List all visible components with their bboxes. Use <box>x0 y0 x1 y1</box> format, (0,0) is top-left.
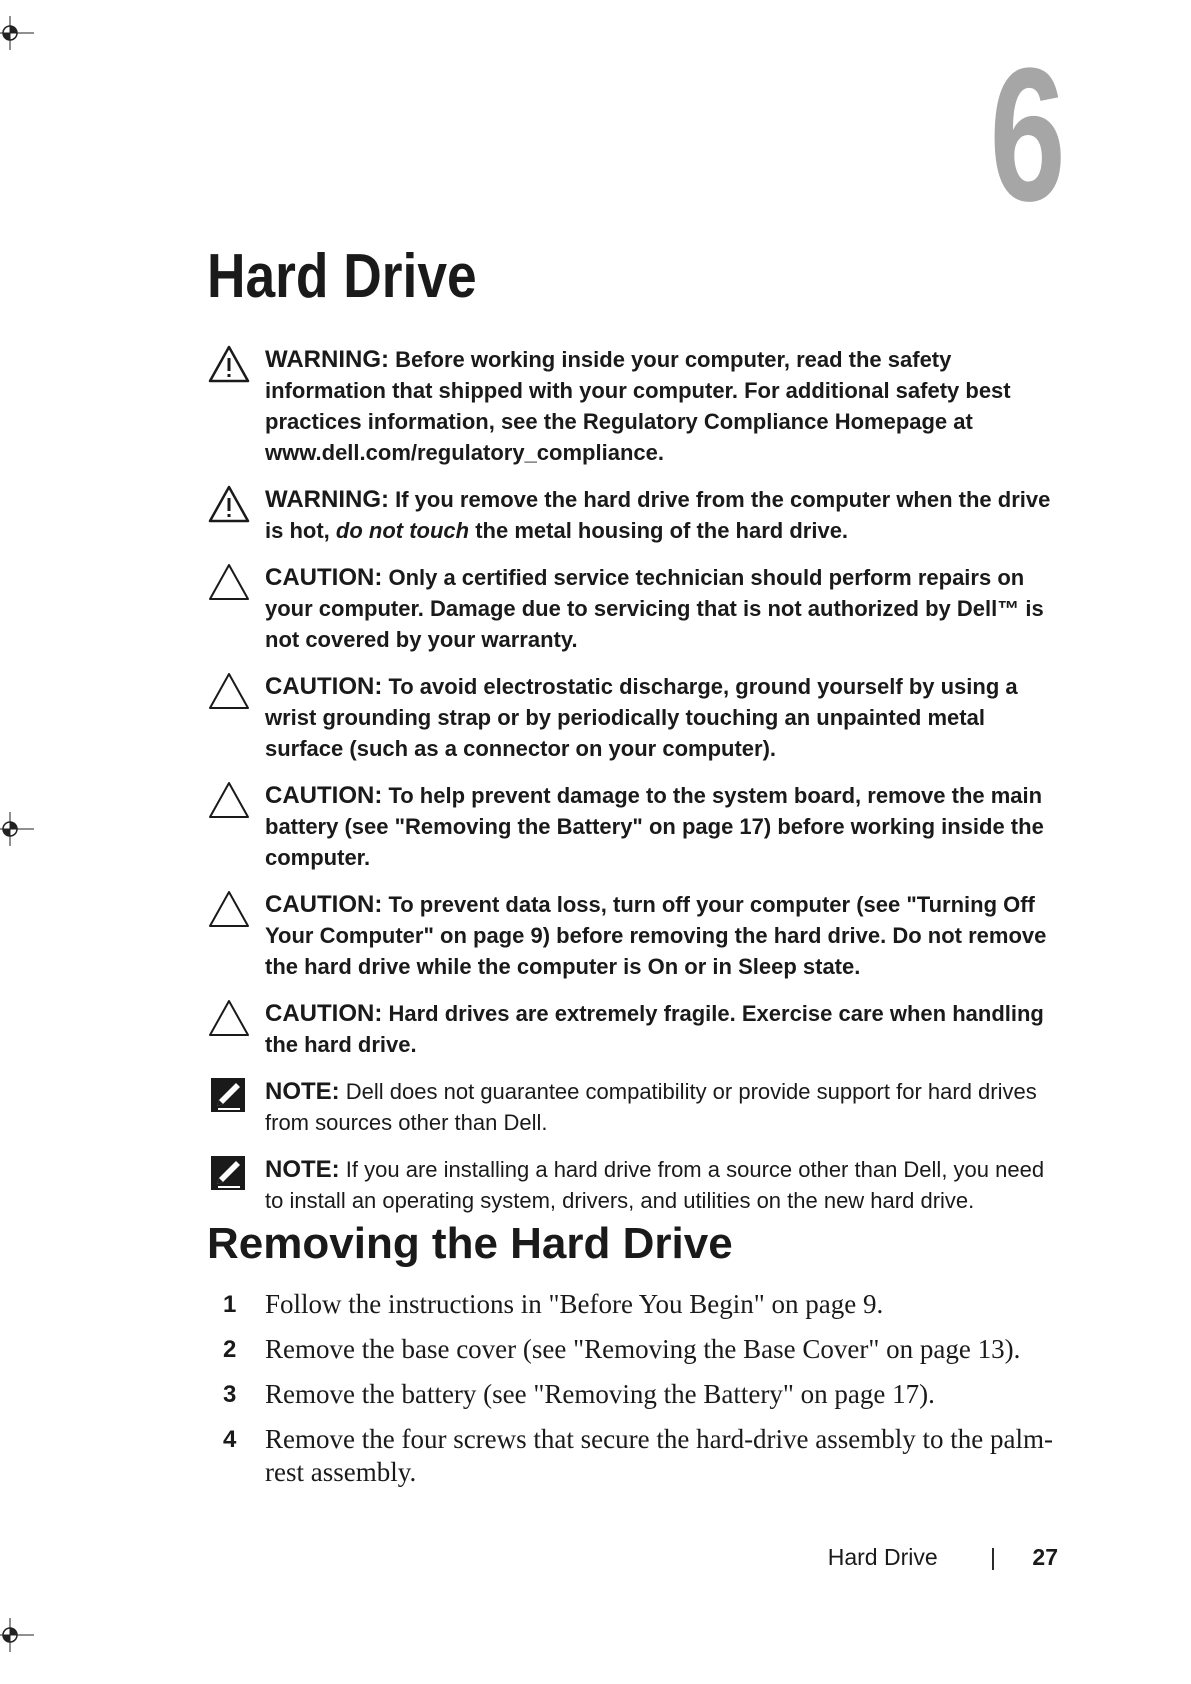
notices-list <box>207 344 1067 1232</box>
step-number: 1 <box>223 1291 237 1318</box>
step-item <box>207 1423 1067 1489</box>
warning-notice <box>207 344 1067 468</box>
note-notice <box>207 1076 1067 1138</box>
caution-icon <box>207 889 251 929</box>
footer-separator: | <box>990 1544 997 1570</box>
registration-mark-top <box>0 16 34 50</box>
step-text: Remove the four screws that secure the hard-drive assembly to the palm-rest assembly. <box>265 1424 1053 1487</box>
notice-emphasis: do not touch <box>335 518 470 543</box>
registration-mark-middle <box>0 812 34 846</box>
notice-label: NOTE: <box>265 1156 340 1183</box>
caution-icon <box>207 998 251 1038</box>
notice-label: CAUTION: <box>265 782 383 809</box>
caution-icon <box>207 562 251 602</box>
step-item <box>207 1288 1067 1321</box>
chapter-number: 6 <box>989 29 1066 241</box>
notice-text: To avoid electrostatic discharge, ground yourself by using a wrist grounding strap or by periodically touching an unpainted metal surface (such as a connector on your computer). <box>265 674 1018 761</box>
step-text: Remove the battery (see "Removing the Battery" on page 17). <box>265 1379 935 1409</box>
caution-icon <box>207 671 251 711</box>
note-notice <box>207 1154 1067 1216</box>
step-item <box>207 1378 1067 1411</box>
step-number: 3 <box>223 1381 237 1408</box>
step-number: 4 <box>223 1426 237 1453</box>
notice-text: the metal housing of the hard drive. <box>475 518 849 543</box>
warning-notice <box>207 484 1067 546</box>
notice-label: CAUTION: <box>265 673 383 700</box>
notice-label: CAUTION: <box>265 1000 383 1027</box>
caution-notice <box>207 562 1067 655</box>
step-text: Follow the instructions in "Before You Begin" on page 9. <box>265 1289 884 1319</box>
step-number: 2 <box>223 1336 237 1363</box>
warning-icon <box>207 344 251 384</box>
caution-notice <box>207 780 1067 873</box>
page-footer <box>828 1544 1058 1571</box>
chapter-title: Hard Drive <box>207 242 477 311</box>
notice-text: If you remove the hard drive from the computer when the drive is hot, <box>265 487 1051 543</box>
caution-notice <box>207 671 1067 764</box>
notice-text: To prevent data loss, turn off your computer (see "Turning Off Your Computer" on page 9) before removing the hard drive. Do not remove the hard drive while the computer is On or in Sleep state. <box>265 892 1047 979</box>
note-pencil-icon <box>207 1076 251 1116</box>
steps-list <box>207 1288 1067 1501</box>
caution-notice <box>207 998 1067 1060</box>
notice-label: WARNING: <box>265 486 389 513</box>
section-title: Removing the Hard Drive <box>207 1219 733 1268</box>
step-item <box>207 1333 1067 1366</box>
caution-notice <box>207 889 1067 982</box>
page-number: 27 <box>1032 1544 1058 1570</box>
notice-label: WARNING: <box>265 346 389 373</box>
notice-label: NOTE: <box>265 1078 340 1105</box>
step-text: Remove the base cover (see "Removing the Base Cover" on page 13). <box>265 1334 1021 1364</box>
notice-text: Only a certified service technician should perform repairs on your computer. Damage due to servicing that is not authorized by Dell™ is not covered by your warranty. <box>265 565 1044 652</box>
warning-icon <box>207 484 251 524</box>
notice-text: To help prevent damage to the system board, remove the main battery (see "Removing the Battery" on page 17) before working inside the computer. <box>265 783 1044 870</box>
note-pencil-icon <box>207 1154 251 1194</box>
notice-label: CAUTION: <box>265 564 383 591</box>
notice-text: Hard drives are extremely fragile. Exercise care when handling the hard drive. <box>265 1001 1044 1057</box>
caution-icon <box>207 780 251 820</box>
notice-label: CAUTION: <box>265 891 383 918</box>
registration-mark-bottom <box>0 1618 34 1652</box>
footer-chapter-name: Hard Drive <box>827 1544 938 1570</box>
notice-text: Dell does not guarantee compatibility or provide support for hard drives from sources other than Dell. <box>265 1079 1037 1135</box>
notice-text: Before working inside your computer, read the safety information that shipped with your computer. For additional safety best practices information, see the Regulatory Compliance Homepage at www.dell.com/regulatory_compliance. <box>265 347 1011 465</box>
notice-text: If you are installing a hard drive from a source other than Dell, you need to install an operating system, drivers, and utilities on the new hard drive. <box>265 1157 1045 1213</box>
